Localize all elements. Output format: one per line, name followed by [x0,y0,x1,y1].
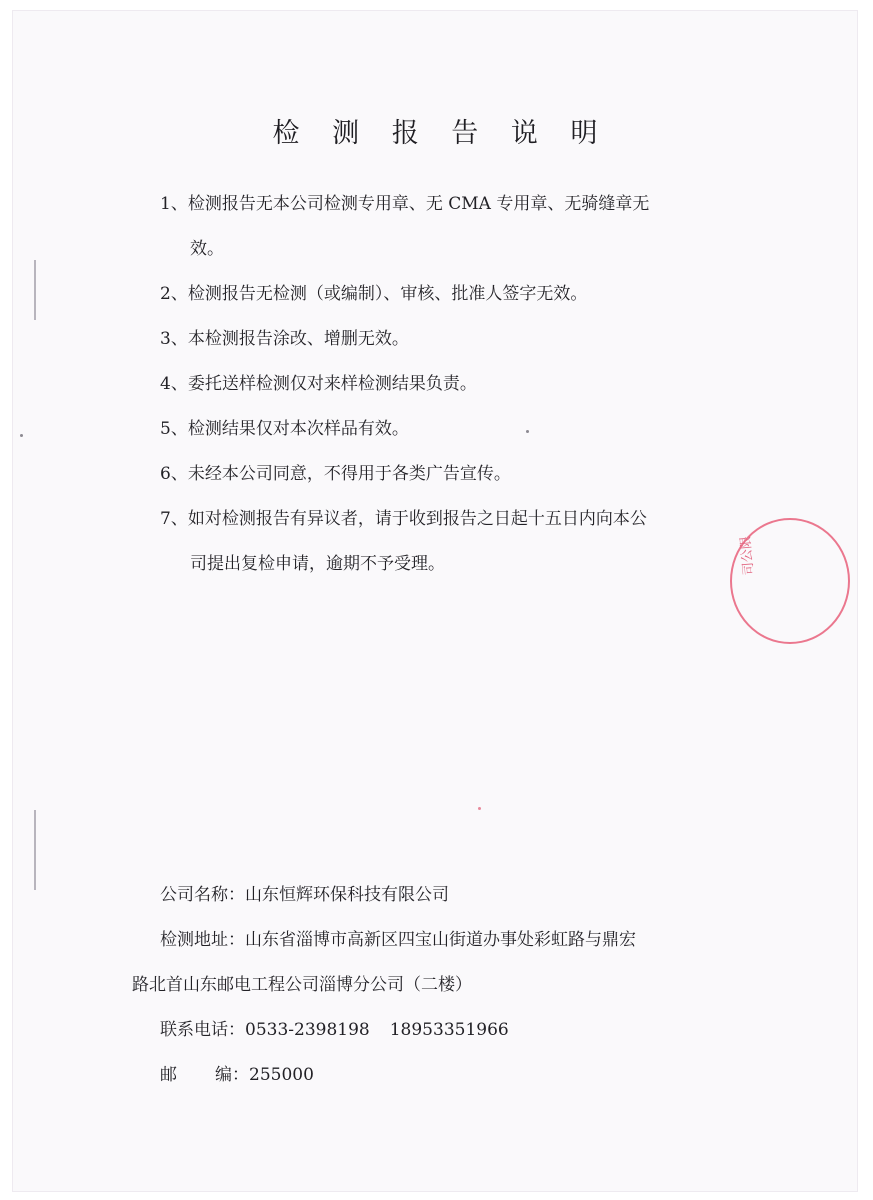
scan-speck [478,807,481,810]
postcode: 255000 [249,1065,314,1085]
address-line-2: 路北首山东邮电工程公司淄博分公司（二楼） [132,975,472,995]
note-1-line-2: 效。 [190,239,224,259]
list-item [160,497,760,587]
note-2: 2、检测报告无检测（或编制）、审核、批准人签字无效。 [160,284,588,304]
phone-row [160,1008,760,1053]
scan-speck [526,430,529,433]
address-label: 检测地址： [160,930,245,950]
address-line-1: 山东省淄博市高新区四宝山街道办事处彩虹路与鼎宏 [245,930,636,950]
postcode-label-b: 编： [215,1065,249,1085]
phone-2: 18953351966 [389,1020,509,1040]
stamp-partial-text: 司公限 [738,535,757,576]
list-item [160,362,760,407]
binding-mark [34,810,36,890]
company-info [132,873,760,1098]
company-name: 山东恒辉环保科技有限公司 [245,885,449,905]
note-7-line-1: 7、如对检测报告有异议者，请于收到报告之日起十五日内向本公 [160,509,647,529]
list-item [160,452,760,497]
postcode-row [160,1053,760,1098]
scan-speck [20,434,23,437]
list-item [160,317,760,362]
list-item [160,407,760,452]
address-row [160,918,760,963]
note-1-line-1: 1、检测报告无本公司检测专用章、无 CMA 专用章、无骑缝章无 [160,194,650,214]
list-item [160,182,760,272]
note-4: 4、委托送样检测仅对来样检测结果负责。 [160,374,477,394]
phone-label: 联系电话： [160,1020,245,1040]
phone-1: 0533-2398198 [245,1020,370,1040]
company-name-row [160,873,760,918]
document-page [12,10,858,1192]
note-3: 3、本检测报告涂改、增删无效。 [160,329,409,349]
page-title: 检 测 报 告 说 明 [272,118,610,149]
note-7-line-2: 司提出复检申请，逾期不予受理。 [190,554,445,574]
company-name-label: 公司名称： [160,885,245,905]
binding-mark [34,260,36,320]
note-5: 5、检测结果仅对本次样品有效。 [160,419,409,439]
postcode-label-a: 邮 [160,1065,177,1085]
list-item [160,272,760,317]
notes-list [160,182,760,587]
note-6: 6、未经本公司同意，不得用于各类广告宣传。 [160,464,511,484]
